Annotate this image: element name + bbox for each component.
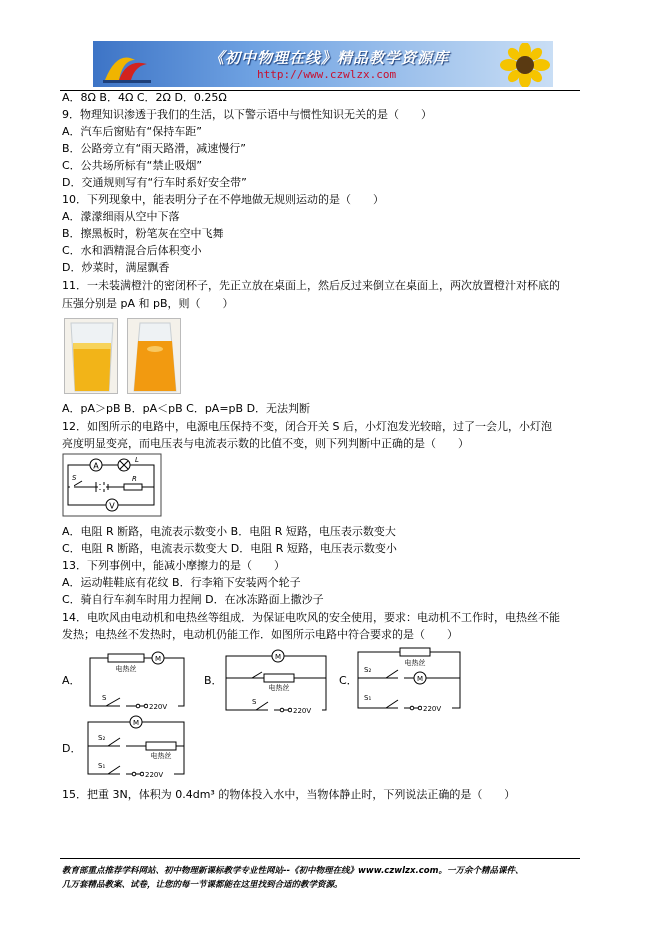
q10-stem: 10．下列现象中，能表明分子在不停地做无规则运动的是（ ） bbox=[62, 193, 384, 206]
voltage-label: 220V bbox=[145, 771, 164, 779]
q14-option-d-label: D． bbox=[62, 742, 82, 755]
q10-option-d: D．炒菜时，满屋飘香 bbox=[62, 261, 170, 274]
q14-stem-line2: 发热；电热丝不发热时，电动机仍能工作．如图所示电路中符合要求的是（ ） bbox=[62, 628, 458, 641]
voltmeter-label: V bbox=[109, 501, 115, 511]
q12-stem-line2: 亮度明显变亮，而电压表与电流表示数的比值不变，则下列判断中正确的是（ ） bbox=[62, 437, 469, 450]
circuit-option-a bbox=[86, 648, 194, 716]
heater-icon bbox=[146, 742, 176, 750]
header-banner bbox=[93, 41, 553, 87]
voltage-label: 220V bbox=[149, 703, 168, 711]
circuit-option-d bbox=[80, 712, 190, 782]
switch-label: S bbox=[102, 694, 107, 702]
heater-label: 电热丝 bbox=[115, 665, 137, 673]
switch-label: S bbox=[252, 698, 257, 706]
motor-label: M bbox=[274, 653, 282, 661]
cup-upright-photo bbox=[64, 318, 118, 394]
heater-icon bbox=[264, 674, 294, 682]
q12-options-cd: C．电阻 R 断路，电流表示数变大 D．电阻 R 短路，电压表示数变小 bbox=[62, 542, 397, 555]
q12-stem-line1: 12．如图所示的电路中，电源电压保持不变，闭合开关 S 后，小灯泡发光较暗，过了一会儿，小灯泡 bbox=[62, 420, 552, 433]
q10-option-b: B．擦黑板时，粉笔灰在空中飞舞 bbox=[62, 227, 224, 240]
motor-label: M bbox=[416, 675, 424, 683]
q13-stem: 13．下列事例中，能减小摩擦力的是（ ） bbox=[62, 559, 285, 572]
q15-stem: 15．把重 3N，体积为 0.4dm³ 的物体投入水中，当物体静止时，下列说法正确的是（ ） bbox=[62, 788, 516, 801]
q9-stem: 9．物理知识渗透于我们的生活，以下警示语中与惯性知识无关的是（ ） bbox=[62, 108, 432, 121]
banner-url: http://www.czwlzx.com bbox=[257, 68, 397, 81]
q13-options-ab: A．运动鞋鞋底有花纹 B．行李箱下安装两个轮子 bbox=[62, 576, 301, 589]
footer-line2: 几万套精品教案、试卷，让您的每一节课都能在这里找到合适的教学资源。 bbox=[62, 880, 343, 890]
circuit-option-b bbox=[222, 648, 334, 716]
q9-option-b: B．公路旁立有“雨天路滑，减速慢行” bbox=[62, 142, 246, 155]
q10-option-c: C．水和酒精混合后体积变小 bbox=[62, 244, 202, 257]
resistor-label: R bbox=[132, 475, 137, 483]
switch-label: S bbox=[72, 474, 77, 482]
q9-option-d: D．交通规则写有“行车时系好安全带” bbox=[62, 176, 247, 189]
q8-options: A．8Ω B．4Ω C．2Ω D．0.25Ω bbox=[62, 91, 227, 104]
q14-option-c-label: C． bbox=[339, 674, 358, 687]
q14-stem-line1: 14．电吹风由电动机和电热丝等组成．为保证电吹风的安全使用，要求：电动机不工作时，电热丝不能 bbox=[62, 611, 560, 624]
heater-label: 电热丝 bbox=[404, 659, 426, 667]
heater-label: 电热丝 bbox=[150, 752, 172, 760]
resistor-icon bbox=[124, 484, 142, 490]
q13-options-cd: C．骑自行车刹车时用力捏闸 D．在冰冻路面上撒沙子 bbox=[62, 593, 324, 606]
circuit-option-c bbox=[350, 646, 465, 716]
banner-title: 《初中物理在线》精品教学资源库 bbox=[209, 49, 450, 67]
voltage-label: 220V bbox=[423, 705, 442, 713]
motor-label: M bbox=[154, 655, 162, 663]
q9-option-c: C．公共场所标有“禁止吸烟” bbox=[62, 159, 203, 172]
q11-stem-line2: 压强分别是 pA 和 pB，则（ ） bbox=[62, 297, 234, 310]
motor-label: M bbox=[132, 719, 140, 727]
ammeter-label: A bbox=[93, 461, 99, 471]
voltage-label: 220V bbox=[293, 707, 312, 715]
heater-icon bbox=[400, 648, 430, 656]
q14-option-a-label: A． bbox=[62, 674, 81, 687]
q11-stem-line1: 11．一未装满橙汁的密闭杯子，先正立放在桌面上，然后反过来倒立在桌面上，两次放置橙汁对杯底的 bbox=[62, 279, 560, 292]
q14-option-b-label: B． bbox=[204, 674, 223, 687]
cup-inverted-photo bbox=[127, 318, 181, 394]
heater-label: 电热丝 bbox=[268, 684, 290, 692]
circuit-diagram-q12 bbox=[62, 453, 162, 517]
bulb-label: L bbox=[135, 456, 139, 464]
q10-option-a: A．濛濛细雨从空中下落 bbox=[62, 210, 180, 223]
q9-option-a: A．汽车后窗贴有“保持车距” bbox=[62, 125, 202, 138]
sunflower-icon bbox=[497, 43, 553, 87]
q11-options: A．pA＞pB B．pA＜pB C．pA=pB D．无法判断 bbox=[62, 402, 311, 415]
logo-icon bbox=[97, 44, 159, 84]
footer-rule bbox=[60, 858, 580, 859]
footer-line1: 教育部重点推荐学科网站、初中物理新课标教学专业性网站--《初中物理在线》www.czwlzx.com。一万余个精品课件、 bbox=[62, 866, 524, 876]
switch-s1-label: S₁ bbox=[98, 762, 106, 770]
switch-s1-label: S₁ bbox=[364, 694, 372, 702]
heater-icon bbox=[108, 654, 144, 662]
switch-s2-label: S₂ bbox=[98, 734, 106, 742]
switch-s2-label: S₂ bbox=[364, 666, 372, 674]
q12-options-ab: A．电阻 R 断路，电流表示数变小 B．电阻 R 短路，电压表示数变大 bbox=[62, 525, 396, 538]
